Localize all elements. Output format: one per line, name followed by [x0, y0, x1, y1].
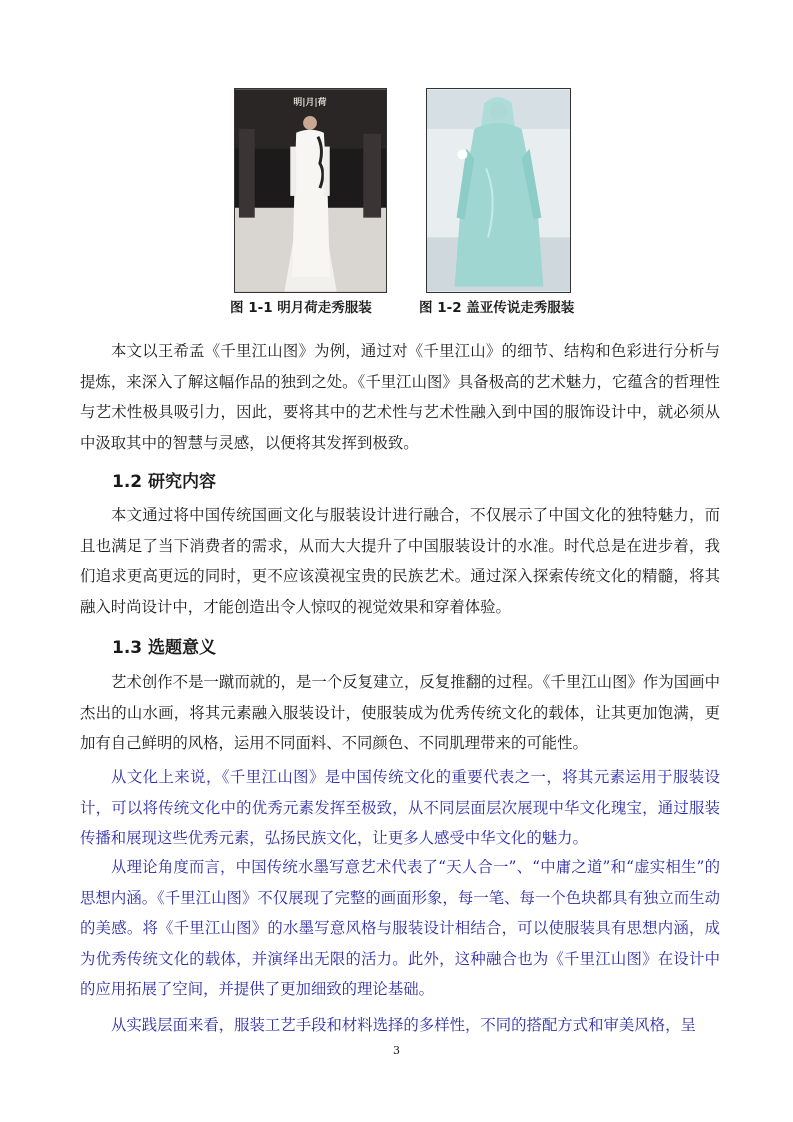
paragraph-research-content: 本文通过将中国传统国画文化与服装设计进行融合，不仅展示了中国文化的独特魅力，而且也满足了当下消费者的需求，从而大大提升了中国服装设计的水准。时代总是在进步着，我们追求更高更远的同时，更不应该漠视宝贵的民族艺术。通过深入探索传统文化的精髓，将其融入时尚设计中，才能创造出令人惊叹的视觉效果和穿着体验。 — [80, 506, 720, 616]
figure-1-1-image — [234, 88, 387, 293]
brand-logo: 明|月|荷 — [293, 98, 327, 109]
section-heading-1-3: 1.3 选题意义 — [112, 638, 217, 658]
paragraph-cultural-view: 从文化上来说，《千里江山图》是中国传统文化的重要代表之一，将其元素运用于服装设计，可以将传统文化中的优秀元素发挥至极致，从不同层面层次展现中华文化瑰宝，通过服装传播和展现这些优秀元素，弘扬民族文化，让更多人感受中华文化的魅力。 — [80, 768, 720, 847]
paragraph-theoretical-view: 从理论角度而言，中国传统水墨写意艺术代表了“天人合一”、“中庸之道”和“虚实相生”的思想内涵。《千里江山图》不仅展现了完整的画面形象，每一笔、每一个色块都具有独立而生动的美感。将《千里江山图》的水墨写意风格与服装设计相结合，可以使服装具有思想内涵，成为优秀传统文化的载体，并演绎出无限的活力。此外，这种融合也为《千里江山图》在设计中的应用拓展了空间，并提供了更加细致的理论基础。 — [80, 858, 720, 998]
paragraph-topic-significance: 艺术创作不是一蹴而就的，是一个反复建立，反复推翻的过程。《千里江山图》作为国画中杰出的山水画，将其元素融入服装设计，使服装成为优秀传统文化的载体，让其更加饱满，更加有自己鲜明的风格，运用不同面料、不同颜色、不同肌理带来的可能性。 — [80, 673, 720, 752]
figure-1-1-caption: 图 1-1 明月荷走秀服装 — [230, 300, 372, 316]
section-heading-1-2: 1.2 研究内容 — [112, 472, 217, 492]
runway-blue-dress-photo — [427, 89, 570, 292]
paragraph-practical-view: 从实践层面来看，服装工艺手段和材料选择的多样性，不同的搭配方式和审美风格，呈 — [111, 1016, 696, 1034]
runway-white-dress-photo — [235, 89, 386, 292]
paragraph-intro: 本文以王希孟《千里江山图》为例，通过对《千里江山》的细节、结构和色彩进行分析与提炼，来深入了解这幅作品的独到之处。《千里江山图》具备极高的艺术魅力，它蕴含的哲理性与艺术性极具吸引力，因此，要将其中的艺术性与艺术性融入到中国的服饰设计中，就必须从中汲取其中的智慧与灵感，以便将其发挥到极致。 — [80, 342, 720, 452]
figure-1-2-caption: 图 1-2 盖亚传说走秀服装 — [419, 300, 575, 316]
page-number: 3 — [393, 1044, 400, 1057]
figure-1-2-image — [426, 88, 571, 293]
